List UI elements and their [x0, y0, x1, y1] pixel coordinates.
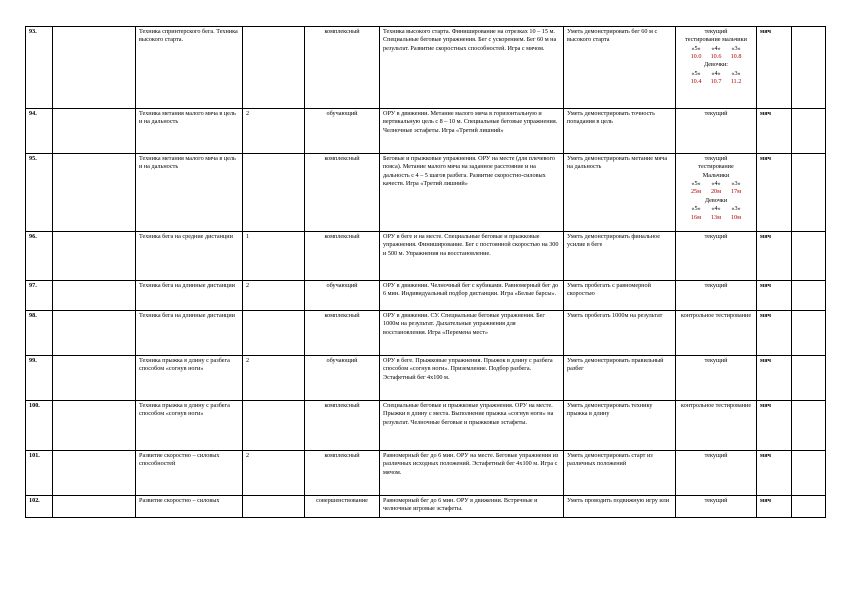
- lesson-requirements: Уметь демонстрировать финальное усилие в беге: [564, 232, 676, 281]
- lesson-number: 94.: [26, 109, 53, 154]
- lesson-requirements: Уметь демонстрировать точность попадания в цель: [564, 109, 676, 154]
- lesson-requirements: Уметь демонстрировать технику прыжка в длину: [564, 401, 676, 451]
- girls-values-row: [679, 78, 753, 86]
- empty-cell: [53, 401, 136, 451]
- table-row: [26, 401, 826, 451]
- lesson-hours: [243, 27, 305, 109]
- girls-values-row: [679, 214, 753, 222]
- lesson-type: обучающий: [305, 356, 380, 401]
- table-row: [26, 356, 826, 401]
- lesson-requirements: Уметь пробегать с равномерной скоростью: [564, 281, 676, 311]
- grade-mark: «4»: [711, 205, 721, 213]
- lesson-hours: 2: [243, 109, 305, 154]
- girls-label: Девочки:: [703, 61, 728, 69]
- lesson-hours: [243, 311, 305, 356]
- boys-values-row: [679, 188, 753, 196]
- empty-cell: [53, 496, 136, 518]
- empty-cell: [53, 311, 136, 356]
- lesson-plan-body: [26, 27, 826, 518]
- lesson-topic: Развитие скоростно – силовых: [136, 496, 243, 518]
- lesson-requirements: Уметь проводить подвижную игру или: [564, 496, 676, 518]
- lesson-hours: [243, 401, 305, 451]
- grade-mark: «3»: [731, 44, 741, 52]
- grade-marks-row: [679, 205, 753, 213]
- lesson-content: Равномерный бег до 6 мин. ОРУ в движении. Встречные и челночные игровые эстафеты.: [380, 496, 564, 518]
- empty-cell: [53, 109, 136, 154]
- lesson-type: совершенствование: [305, 496, 380, 518]
- empty-cell: [792, 356, 826, 401]
- empty-cell: [53, 451, 136, 496]
- boys-value: 10.8: [730, 53, 742, 61]
- lesson-topic: Техника метания малого мяча в цель и на дальность: [136, 109, 243, 154]
- lesson-mark: мяч: [757, 451, 792, 496]
- lesson-requirements: Уметь демонстрировать бег 60 м с высокого старта: [564, 27, 676, 109]
- lesson-type: комплексный: [305, 401, 380, 451]
- table-row: [26, 109, 826, 154]
- boys-value: 10.0: [690, 53, 702, 61]
- lesson-mark: мяч: [757, 281, 792, 311]
- lesson-topic: Развитие скоростно – силовых способностей: [136, 451, 243, 496]
- lesson-type: обучающий: [305, 281, 380, 311]
- lesson-number: 98.: [26, 311, 53, 356]
- lesson-content: ОРУ в движении. Метание малого мяча в горизонтальную и вертикальную цель с 8 – 10 м. Специальные беговые упражнения. Челночные эстафеты. Игра «Третий лишний»: [380, 109, 564, 154]
- lesson-type: обучающий: [305, 109, 380, 154]
- grade-mark: «5»: [691, 44, 701, 52]
- lesson-content: ОРУ в движении. Челночный бег с кубиками. Равномерный бег до 6 мин. Индивидуальный подбор дистанции. Игра «Белые барсы».: [380, 281, 564, 311]
- lesson-control: текущий: [676, 281, 757, 311]
- empty-cell: [792, 311, 826, 356]
- empty-cell: [53, 281, 136, 311]
- lesson-hours: [243, 154, 305, 232]
- girls-value: 13м: [710, 213, 722, 221]
- lesson-content: ОРУ в беге. Прыжковые упражнения. Прыжок в длину с разбега способом «согнув ноги». Приземление. Подбор разбега. Эстафетный бег 4х100 м.: [380, 356, 564, 401]
- table-row: [26, 27, 826, 109]
- girls-value: 11.2: [730, 78, 742, 86]
- lesson-control: контрольное тестирование: [676, 311, 757, 356]
- lesson-requirements: Уметь демонстрировать метание мяча на дальность: [564, 154, 676, 232]
- lesson-number: 95.: [26, 154, 53, 232]
- lesson-mark: мяч: [757, 232, 792, 281]
- girls-label: Девочки: [704, 196, 728, 204]
- lesson-plan-table: [25, 26, 826, 518]
- lesson-content: ОРУ в беге и на месте. Специальные беговые и прыжковые упражнения. Финиширование. Бег с постоянной скоростью на 300 и 500 м. Упражнения на восстановление.: [380, 232, 564, 281]
- girls-value: 16м: [690, 213, 702, 221]
- empty-cell: [792, 154, 826, 232]
- grade-mark: «3»: [731, 180, 741, 188]
- lesson-requirements: Уметь пробегать 1000м на результат: [564, 311, 676, 356]
- boys-value: 17м: [730, 188, 742, 196]
- lesson-type: комплексный: [305, 154, 380, 232]
- grade-mark: «4»: [711, 180, 721, 188]
- lesson-content: ОРУ в движении. СУ. Специальные беговые упражнения. Бег 1000м на результат. Дыхательные упражнения для восстановления. Игра «Перемена мест»: [380, 311, 564, 356]
- lesson-number: 102.: [26, 496, 53, 518]
- girls-value: 10.7: [710, 78, 722, 86]
- lesson-mark: мяч: [757, 496, 792, 518]
- grade-marks-row: [679, 45, 753, 53]
- empty-cell: [792, 109, 826, 154]
- lesson-topic: Техника спринтерского бега. Техника высокого старта.: [136, 27, 243, 109]
- table-row: [26, 154, 826, 232]
- lesson-mark: мяч: [757, 27, 792, 109]
- lesson-type: комплексный: [305, 311, 380, 356]
- table-row: [26, 496, 826, 518]
- lesson-hours: 1: [243, 232, 305, 281]
- girls-value: 10м: [730, 213, 742, 221]
- empty-cell: [792, 451, 826, 496]
- grade-marks-row: [679, 180, 753, 188]
- lesson-content: Техника высокого старта. Финиширование на отрезках 10 – 15 м. Специальные беговые упражнения. Бег с ускорением. Бег 60 м на результат. Развитие скоростных способностей. Игра с мячом.: [380, 27, 564, 109]
- empty-cell: [53, 154, 136, 232]
- empty-cell: [792, 232, 826, 281]
- lesson-topic: Техника метания малого мяча в цель и на дальность: [136, 154, 243, 232]
- lesson-number: 96.: [26, 232, 53, 281]
- lesson-content: Равномерный бег до 6 мин. ОРУ на месте. Беговые упражнения из различных исходных положений. Эстафетный бег 4х100 м. Игра с мячом.: [380, 451, 564, 496]
- lesson-content: Беговые и прыжковые упражнения. ОРУ на месте (для плечевого пояса). Метание малого мяча на заданное расстояние и на дальность с 4 – 5 шагов разбега. Развитие скоростно-силовых качеств. Игра «Третий лишний»: [380, 154, 564, 232]
- lesson-mark: мяч: [757, 356, 792, 401]
- empty-cell: [792, 496, 826, 518]
- lesson-control: [676, 27, 757, 109]
- lesson-type: комплексный: [305, 27, 380, 109]
- lesson-control: текущий: [676, 356, 757, 401]
- lesson-control: текущий: [676, 496, 757, 518]
- lesson-mark: мяч: [757, 401, 792, 451]
- lesson-type: комплексный: [305, 232, 380, 281]
- grade-mark: «5»: [691, 205, 701, 213]
- empty-cell: [53, 356, 136, 401]
- lesson-hours: [243, 496, 305, 518]
- boys-value: 10.6: [710, 53, 722, 61]
- lesson-content: Специальные беговые и прыжковые упражнения. ОРУ на месте. Прыжки в длину с места. Выполнение прыжка «согнув ноги» на результат. Челночные беговые и прыжковые эстафеты.: [380, 401, 564, 451]
- boys-value: 20м: [710, 188, 722, 196]
- lesson-hours: 2: [243, 451, 305, 496]
- grade-mark: «3»: [731, 69, 741, 77]
- lesson-number: 100.: [26, 401, 53, 451]
- lesson-topic: Техника бега на длинные дистанции: [136, 311, 243, 356]
- lesson-hours: 2: [243, 356, 305, 401]
- table-row: [26, 232, 826, 281]
- lesson-control: текущий: [676, 232, 757, 281]
- grade-mark: «5»: [691, 69, 701, 77]
- norm-title: текущий: [704, 28, 728, 35]
- girls-value: 10.4: [690, 78, 702, 86]
- empty-cell: [792, 401, 826, 451]
- lesson-number: 99.: [26, 356, 53, 401]
- lesson-requirements: Уметь демонстрировать правильный разбег: [564, 356, 676, 401]
- lesson-control: текущий: [676, 109, 757, 154]
- lesson-mark: мяч: [757, 109, 792, 154]
- table-row: [26, 311, 826, 356]
- lesson-topic: Техника бега на средние дистанции: [136, 232, 243, 281]
- lesson-requirements: Уметь демонстрировать старт из различных положений: [564, 451, 676, 496]
- lesson-control: текущий: [676, 451, 757, 496]
- grade-mark: «3»: [731, 205, 741, 213]
- lesson-number: 97.: [26, 281, 53, 311]
- lesson-topic: Техника прыжка в длину с разбега способом «согнув ноги»: [136, 356, 243, 401]
- grade-mark: «4»: [711, 69, 721, 77]
- grade-marks-row: [679, 70, 753, 78]
- empty-cell: [792, 27, 826, 109]
- boys-label: Мальчики: [702, 171, 730, 179]
- grade-mark: «5»: [691, 180, 701, 188]
- empty-cell: [792, 281, 826, 311]
- lesson-type: комплексный: [305, 451, 380, 496]
- lesson-mark: мяч: [757, 311, 792, 356]
- boys-value: 25м: [690, 188, 702, 196]
- lesson-topic: Техника прыжка в длину с разбега способом «согнув ноги»: [136, 401, 243, 451]
- boys-values-row: [679, 53, 753, 61]
- lesson-mark: мяч: [757, 154, 792, 232]
- lesson-number: 93.: [26, 27, 53, 109]
- empty-cell: [53, 232, 136, 281]
- lesson-topic: Техника бега на длинные дистанции: [136, 281, 243, 311]
- table-row: [26, 281, 826, 311]
- lesson-number: 101.: [26, 451, 53, 496]
- boys-label: тестирование мальчики: [685, 36, 747, 44]
- grade-mark: «4»: [711, 44, 721, 52]
- lesson-control: [676, 154, 757, 232]
- norm-subtitle: тестирование: [698, 163, 734, 171]
- lesson-control: контрольное тестирование: [676, 401, 757, 451]
- empty-cell: [53, 27, 136, 109]
- table-row: [26, 451, 826, 496]
- lesson-hours: 2: [243, 281, 305, 311]
- norm-title: текущий: [704, 155, 728, 162]
